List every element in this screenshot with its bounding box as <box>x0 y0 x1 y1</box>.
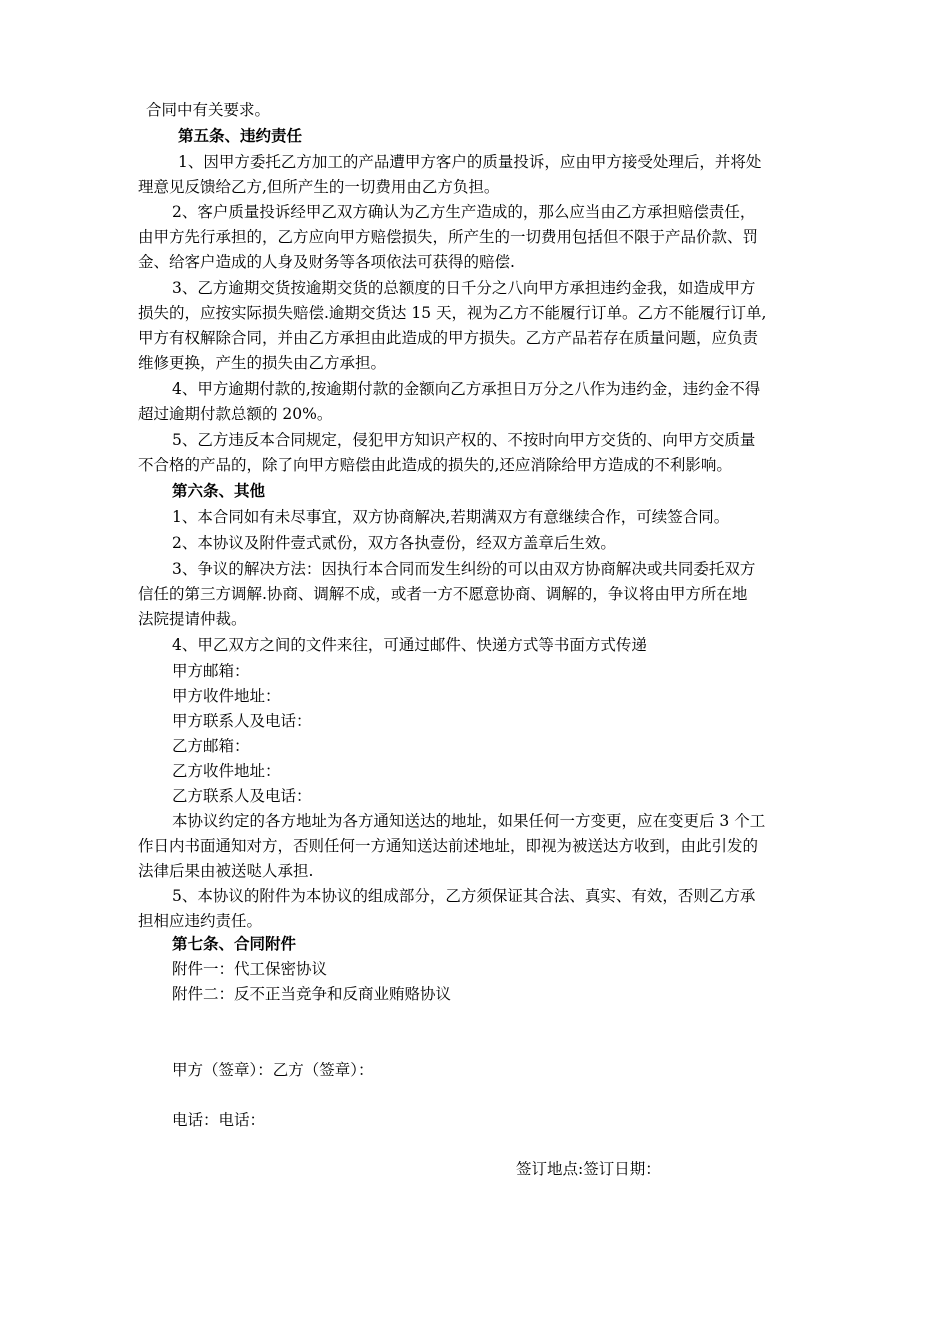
text-line: 金、给客户造成的人身及财务等各项依法可获得的赔偿. <box>138 253 515 271</box>
text-line: 甲方收件地址： <box>172 687 281 705</box>
text-line: 超过逾期付款总额的 20%。 <box>138 405 333 423</box>
signature-line: 甲方（签章）：乙方（签章）： <box>172 1061 374 1079</box>
text-line: 5、乙方违反本合同规定，侵犯甲方知识产权的、不按时向甲方交货的、向甲方交质量 <box>172 431 756 449</box>
section-heading: 第五条、违约责任 <box>178 126 303 145</box>
text-line: 2、本协议及附件壹式贰份，双方各执壹份，经双方盖章后生效。 <box>172 534 616 552</box>
text-line: 损失的，应按实际损失赔偿.逾期交货达 15 天，视为乙方不能履行订单。乙方不能履行订单, <box>138 304 767 322</box>
section-heading: 第六条、其他 <box>172 481 266 500</box>
text-line: 法院提请仲裁。 <box>138 610 247 628</box>
text-line: 不合格的产品的，除了向甲方赔偿由此造成的损失的,还应消除给甲方造成的不利影响。 <box>138 456 732 474</box>
text-line: 5、本协议的附件为本协议的组成部分，乙方须保证其合法、真实、有效，否则乙方承 <box>172 887 756 905</box>
text-line: 担相应违约责任。 <box>138 912 263 930</box>
text-line: 附件二：反不正当竞争和反商业贿赂协议 <box>172 985 452 1003</box>
signing-place-date: 签订地点:签订日期： <box>516 1160 661 1178</box>
text-line: 乙方联系人及电话： <box>172 787 312 805</box>
text-line: 法律后果由被送哒人承担. <box>138 862 314 880</box>
text-line: 1、本合同如有未尽事宜，双方协商解决,若期满双方有意继续合作，可续签合同。 <box>172 508 730 526</box>
text-line: 信任的第三方调解.协商、调解不成，或者一方不愿意协商、调解的，争议将由甲方所在地 <box>138 585 748 603</box>
text-line: 理意见反馈给乙方,但所产生的一切费用由乙方负担。 <box>138 178 500 196</box>
text-line: 4、甲乙双方之间的文件来往，可通过邮件、快递方式等书面方式传递 <box>172 636 647 654</box>
text-line: 本协议约定的各方地址为各方通知送达的地址，如果任何一方变更，应在变更后 3 个工 <box>172 812 766 830</box>
section-heading: 第七条、合同附件 <box>172 934 297 953</box>
text-line: 乙方邮箱： <box>172 737 250 755</box>
phone-line: 电话：电话： <box>172 1111 266 1129</box>
text-line: 3、乙方逾期交货按逾期交货的总额度的日千分之八向甲方承担违约金我，如造成甲方 <box>172 279 756 297</box>
text-line: 由甲方先行承担的，乙方应向甲方赔偿损失，所产生的一切费用包括但不限于产品价款、罚 <box>138 228 759 246</box>
text-line: 附件一：代工保密协议 <box>172 960 328 978</box>
text-line: 合同中有关要求。 <box>146 101 271 119</box>
text-line: 2、客户质量投诉经甲乙双方确认为乙方生产造成的，那么应当由乙方承担赔偿责任， <box>172 203 756 221</box>
text-line: 甲方有权解除合同，并由乙方承担由此造成的甲方损失。乙方产品若存在质量问题，应负责 <box>138 329 759 347</box>
text-line: 维修更换，产生的损失由乙方承担。 <box>138 354 387 372</box>
text-line: 作日内书面通知对方，否则任何一方通知送达前述地址，即视为被送达方收到，由此引发的 <box>138 837 759 855</box>
text-line: 甲方联系人及电话： <box>172 712 312 730</box>
text-line: 甲方邮箱： <box>172 662 250 680</box>
text-line: 4、甲方逾期付款的,按逾期付款的金额向乙方承担日万分之八作为违约金，违约金不得 <box>172 380 761 398</box>
text-line: 3、争议的解决方法：因执行本合同而发生纠纷的可以由双方协商解决或共同委托双方 <box>172 560 756 578</box>
text-line: 乙方收件地址： <box>172 762 281 780</box>
text-line: 1、因甲方委托乙方加工的产品遭甲方客户的质量投诉，应由甲方接受处理后，并将处 <box>178 153 762 171</box>
